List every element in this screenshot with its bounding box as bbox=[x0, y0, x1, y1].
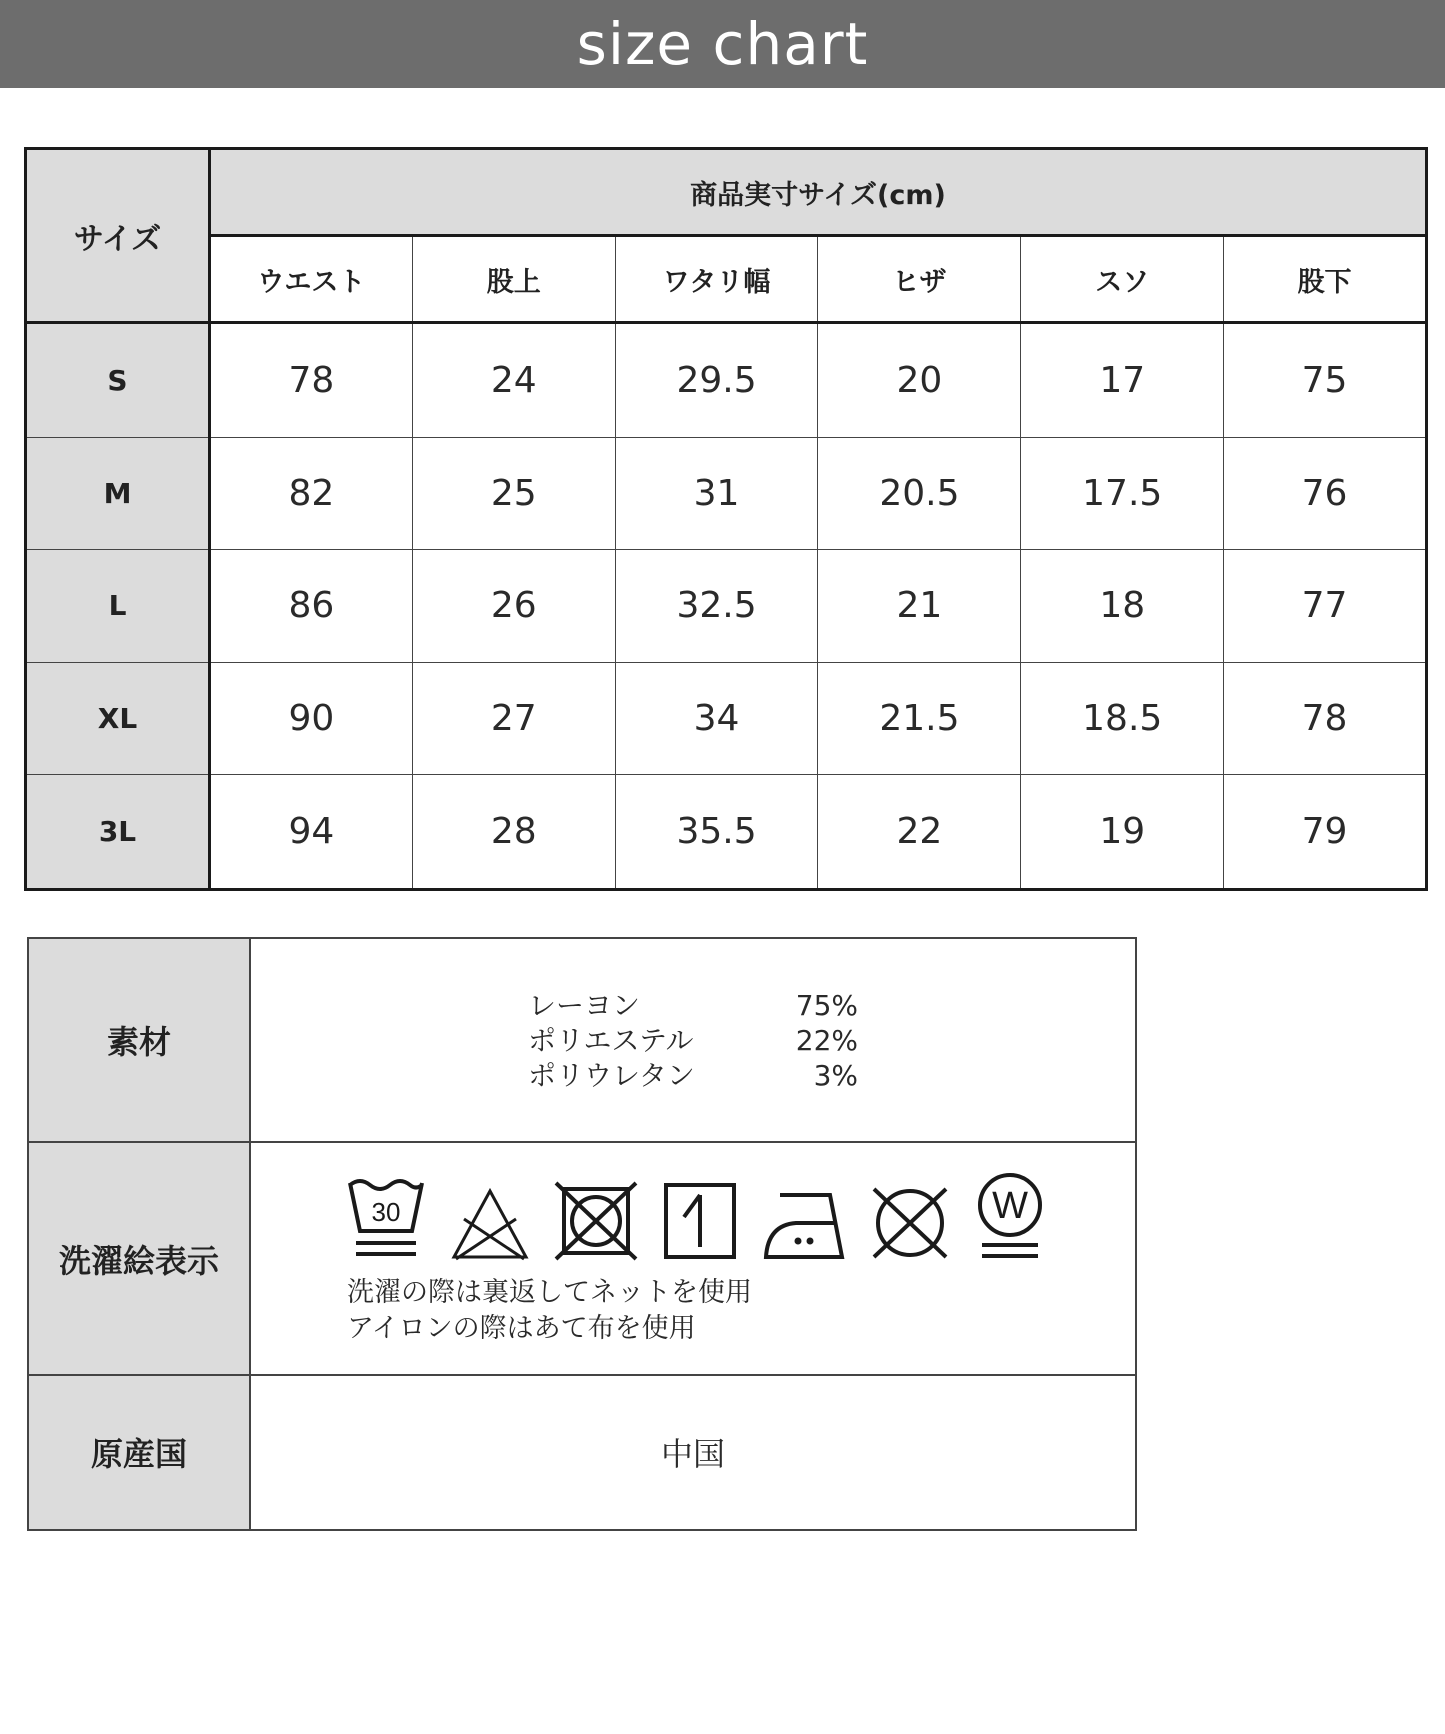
no-dry-clean-icon bbox=[870, 1185, 950, 1261]
column-header: ワタリ幅 bbox=[615, 236, 818, 323]
material-name: ポリウレタン bbox=[528, 1058, 695, 1092]
care-icons bbox=[346, 1171, 1135, 1261]
table-cell: 86 bbox=[210, 550, 413, 662]
care-notes bbox=[347, 1275, 1135, 1347]
table-cell: 82 bbox=[210, 438, 413, 550]
material-label: 素材 bbox=[28, 938, 250, 1142]
table-cell: 27 bbox=[412, 662, 615, 774]
table-cell: 77 bbox=[1224, 550, 1427, 662]
table-row bbox=[26, 662, 1427, 774]
material-list bbox=[528, 988, 858, 1093]
table-cell: 22 bbox=[818, 774, 1021, 889]
table-row bbox=[26, 550, 1427, 662]
product-info-table bbox=[27, 937, 1137, 1531]
table-cell: 25 bbox=[412, 438, 615, 550]
care-note: 洗濯の際は裏返してネットを使用 bbox=[347, 1276, 752, 1308]
drip-dry-icon bbox=[662, 1181, 738, 1261]
table-cell: 28 bbox=[412, 774, 615, 889]
table-cell: 31 bbox=[615, 438, 818, 550]
material-percent: 22% bbox=[795, 1023, 858, 1057]
measurement-group-header: 商品実寸サイズ(cm) bbox=[210, 149, 1427, 236]
column-header: ヒザ bbox=[818, 236, 1021, 323]
table-cell: 75 bbox=[1224, 323, 1427, 438]
size-label: L bbox=[26, 550, 210, 662]
table-cell: 34 bbox=[615, 662, 818, 774]
table-cell: 79 bbox=[1224, 774, 1427, 889]
table-cell: 17 bbox=[1021, 323, 1224, 438]
size-label: S bbox=[26, 323, 210, 438]
size-label: M bbox=[26, 438, 210, 550]
wet-clean-letter: W bbox=[992, 1184, 1028, 1227]
table-row bbox=[26, 438, 1427, 550]
origin-row bbox=[28, 1375, 1136, 1530]
table-cell: 32.5 bbox=[615, 550, 818, 662]
table-cell: 18 bbox=[1021, 550, 1224, 662]
table-cell: 17.5 bbox=[1021, 438, 1224, 550]
table-cell: 18.5 bbox=[1021, 662, 1224, 774]
care-label: 洗濯絵表示 bbox=[28, 1142, 250, 1374]
table-cell: 94 bbox=[210, 774, 413, 889]
table-row bbox=[26, 323, 1427, 438]
table-row bbox=[26, 774, 1427, 889]
table-cell: 35.5 bbox=[615, 774, 818, 889]
table-cell: 24 bbox=[412, 323, 615, 438]
table-cell: 20.5 bbox=[818, 438, 1021, 550]
size-label: 3L bbox=[26, 774, 210, 889]
banner-title: size chart bbox=[576, 10, 869, 78]
material-name: レーヨン bbox=[528, 988, 641, 1022]
material-row bbox=[28, 938, 1136, 1142]
table-cell: 90 bbox=[210, 662, 413, 774]
wash-30-gentle-icon bbox=[346, 1175, 426, 1261]
column-header: 股上 bbox=[412, 236, 615, 323]
origin-value: 中国 bbox=[250, 1375, 1136, 1530]
column-header: 股下 bbox=[1224, 236, 1427, 323]
origin-label: 原産国 bbox=[28, 1375, 250, 1530]
no-bleach-icon bbox=[450, 1185, 530, 1261]
table-cell: 19 bbox=[1021, 774, 1224, 889]
material-cell bbox=[250, 938, 1136, 1142]
banner bbox=[0, 0, 1445, 88]
iron-medium-icon bbox=[762, 1185, 846, 1261]
material-name: ポリエステル bbox=[528, 1023, 694, 1057]
no-tumble-dry-icon bbox=[554, 1181, 638, 1261]
table-cell: 29.5 bbox=[615, 323, 818, 438]
material-item bbox=[528, 1023, 858, 1058]
column-header: ウエスト bbox=[210, 236, 413, 323]
column-header: スソ bbox=[1021, 236, 1224, 323]
table-cell: 21 bbox=[818, 550, 1021, 662]
care-note: アイロンの際はあて布を使用 bbox=[347, 1312, 696, 1344]
table-cell: 20 bbox=[818, 323, 1021, 438]
material-percent: 75% bbox=[795, 988, 858, 1022]
table-cell: 76 bbox=[1224, 438, 1427, 550]
care-row bbox=[28, 1142, 1136, 1374]
care-cell bbox=[250, 1142, 1136, 1374]
table-cell: 78 bbox=[210, 323, 413, 438]
size-label: XL bbox=[26, 662, 210, 774]
material-percent: 3% bbox=[813, 1058, 858, 1092]
table-cell: 78 bbox=[1224, 662, 1427, 774]
size-header: サイズ bbox=[26, 149, 210, 323]
table-cell: 21.5 bbox=[818, 662, 1021, 774]
size-table bbox=[24, 147, 1428, 891]
wet-clean-gentle-icon bbox=[974, 1171, 1046, 1261]
table-cell: 26 bbox=[412, 550, 615, 662]
wash-temperature: 30 bbox=[371, 1196, 401, 1227]
material-item bbox=[528, 988, 858, 1023]
material-item bbox=[528, 1058, 858, 1093]
